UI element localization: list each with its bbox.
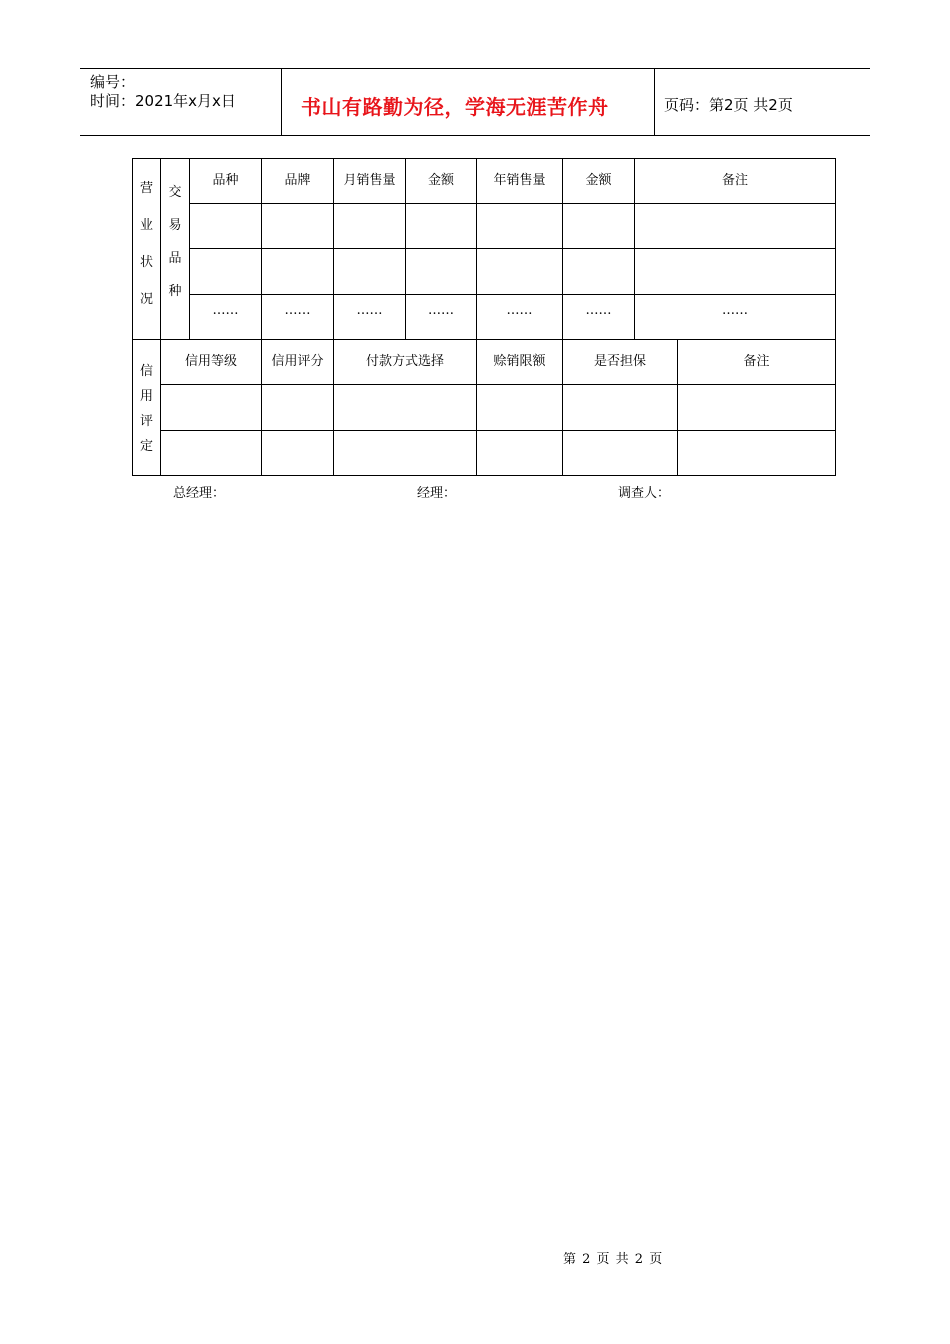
credit-rating-char: 信 xyxy=(139,364,153,379)
general-manager-label: 总经理： xyxy=(173,486,226,501)
header-motto: 书山有路勤为径，学海无涯苦作舟 xyxy=(301,95,609,119)
table-right-border xyxy=(835,158,836,476)
credit-rating-char: 定 xyxy=(139,439,153,454)
ellipsis-cell: …… xyxy=(722,303,748,318)
col-header-brand: 品牌 xyxy=(284,173,311,188)
section-separator xyxy=(132,339,836,340)
header-divider-right xyxy=(654,68,655,136)
trade-variety-char: 易 xyxy=(168,218,182,233)
trade-variety-label xyxy=(161,176,189,308)
business-row-line-2 xyxy=(189,248,836,249)
header-bottom-rule xyxy=(80,135,870,136)
col-header-amount: 金额 xyxy=(427,173,454,188)
page-label: 页码：第2页 共2页 xyxy=(664,96,793,114)
credit-rating-char: 评 xyxy=(139,414,153,429)
col-header-monthly-sales: 月销售量 xyxy=(343,173,396,188)
ellipsis-cell: …… xyxy=(212,303,239,318)
credit-rating-char: 用 xyxy=(139,389,153,404)
col-header-credit-grade: 信用等级 xyxy=(184,354,237,369)
col-header-variety: 品种 xyxy=(212,173,239,188)
business-status-char: 业 xyxy=(139,218,153,233)
business-status-label xyxy=(133,170,160,318)
col-header-guarantee: 是否担保 xyxy=(593,354,646,369)
col-header-payment-method: 付款方式选择 xyxy=(365,354,444,369)
business-status-char: 况 xyxy=(139,292,153,307)
serial-label: 编号： xyxy=(90,73,136,91)
col-header-amount-2: 金额 xyxy=(585,173,612,188)
col-header-credit-score: 信用评分 xyxy=(271,354,324,369)
table-bottom-border xyxy=(132,475,836,476)
trade-variety-char: 种 xyxy=(168,284,182,299)
trade-variety-char: 品 xyxy=(168,251,182,266)
time-label: 时间：2021年x月x日 xyxy=(90,92,236,110)
col-header-annual-sales: 年销售量 xyxy=(493,173,546,188)
manager-label: 经理： xyxy=(417,486,457,501)
col-header-credit-remarks: 备注 xyxy=(743,354,770,369)
business-row-line-3 xyxy=(189,294,836,295)
ellipsis-cell: …… xyxy=(585,303,612,318)
business-status-char: 营 xyxy=(139,181,153,196)
col-header-remarks: 备注 xyxy=(721,173,748,188)
ellipsis-cell: …… xyxy=(506,303,533,318)
header-divider-left xyxy=(281,68,282,136)
business-row-line-1 xyxy=(189,203,836,204)
investigator-label: 调查人： xyxy=(618,486,671,501)
ellipsis-cell: …… xyxy=(356,303,383,318)
credit-rating-label xyxy=(133,359,160,459)
header-top-rule xyxy=(80,68,870,69)
table-top-border xyxy=(132,158,836,159)
col-header-credit-limit: 赊销限额 xyxy=(493,354,546,369)
page-footer: 第 2 页 共 2 页 xyxy=(563,1252,664,1267)
business-status-char: 状 xyxy=(139,255,153,270)
trade-variety-char: 交 xyxy=(168,185,182,200)
ellipsis-cell: …… xyxy=(428,303,454,318)
ellipsis-cell: …… xyxy=(284,303,311,318)
